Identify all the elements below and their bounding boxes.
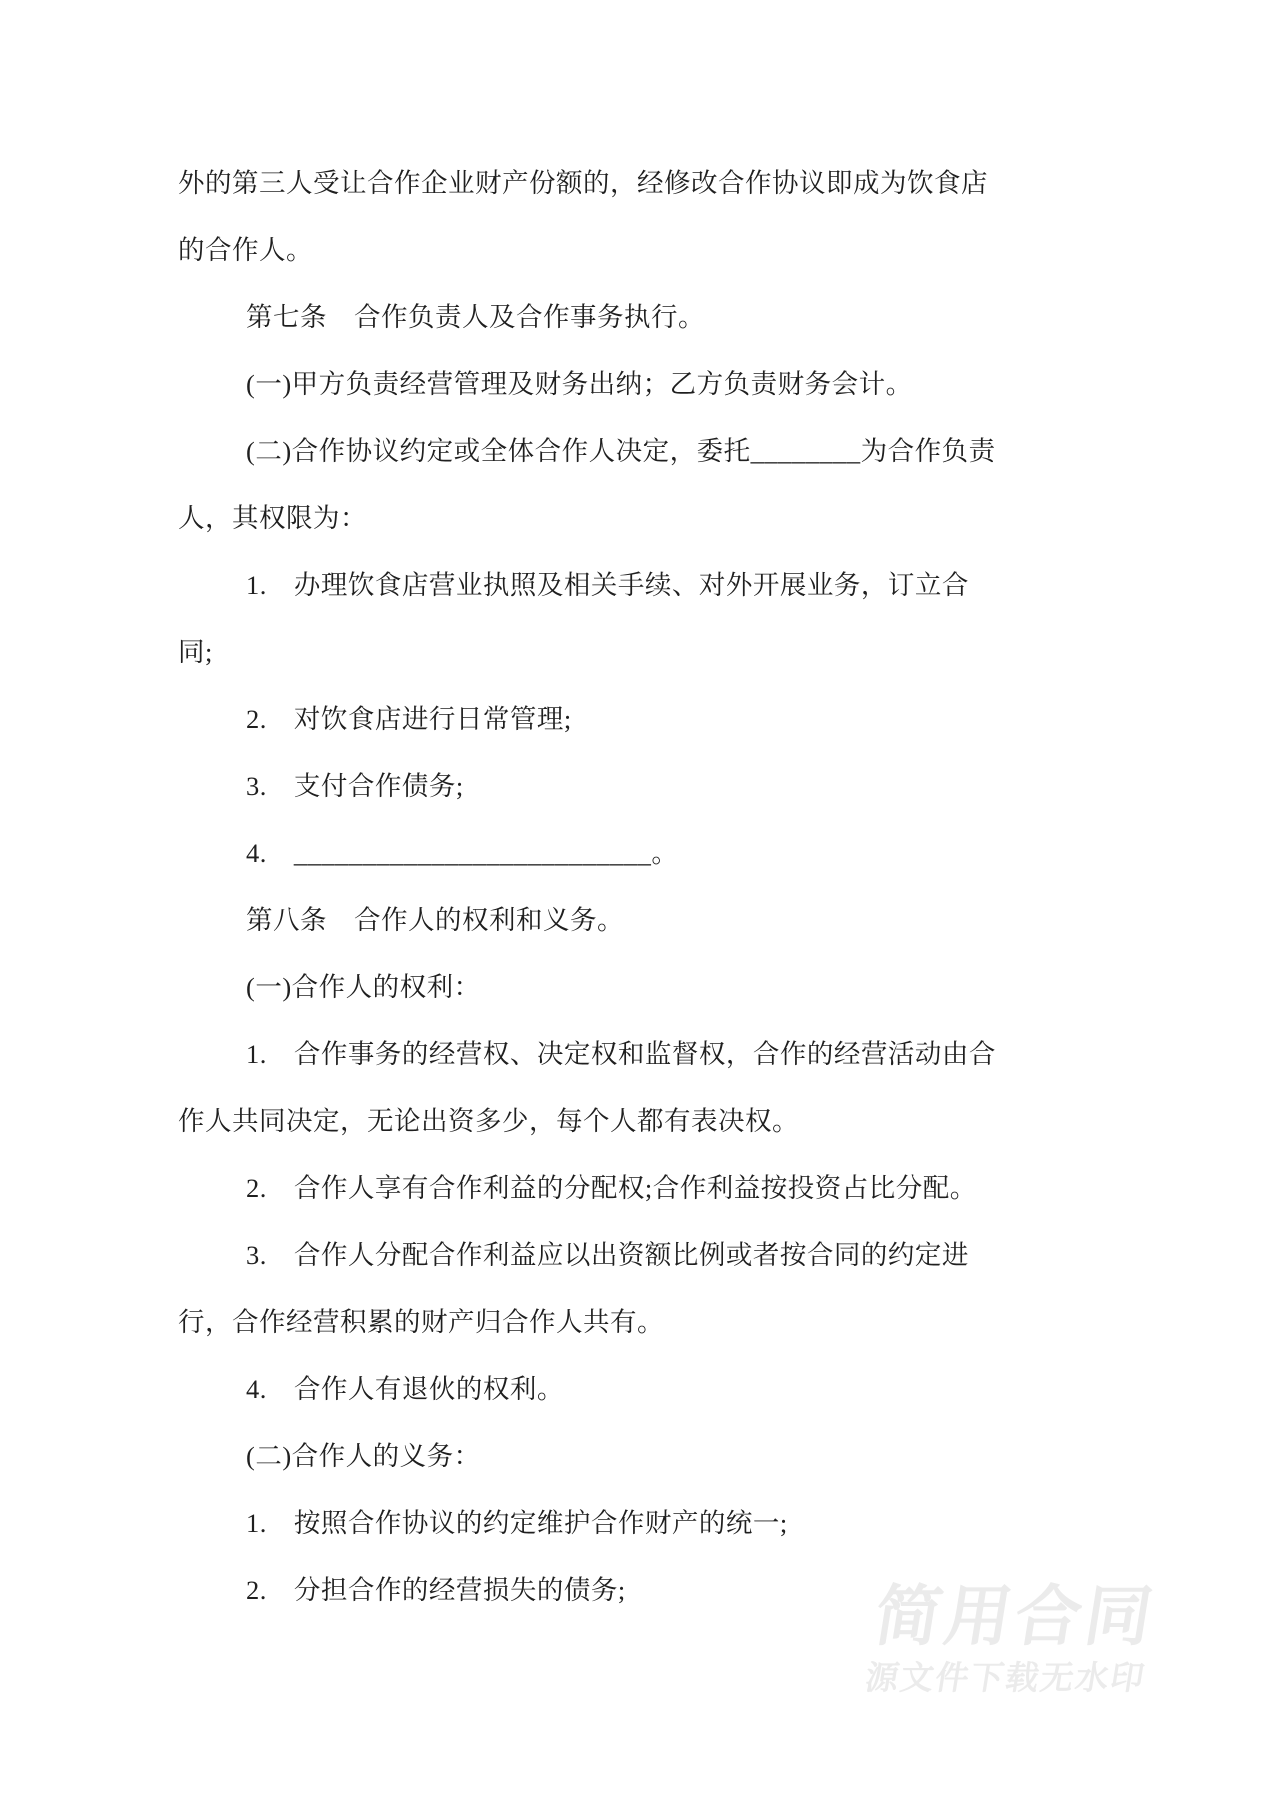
document-line: 人，其权限为：	[178, 503, 367, 533]
document-line: 1. 合作事务的经营权、决定权和监督权，合作的经营活动由合	[246, 1039, 996, 1069]
document-line: (一)甲方负责经营管理及财务出纳；乙方负责财务会计。	[246, 369, 913, 399]
document-body	[178, 150, 996, 1624]
document-line: 作人共同决定，无论出资多少，每个人都有表决权。	[178, 1106, 799, 1136]
document-line: 2. 分担合作的经营损失的债务;	[246, 1575, 626, 1605]
document-line: 3. 合作人分配合作利益应以出资额比例或者按合同的约定进	[246, 1240, 969, 1270]
document-line: (一)合作人的权利：	[246, 972, 481, 1002]
document-line: 第八条 合作人的权利和义务。	[246, 905, 624, 935]
document-line: (二)合作协议约定或全体合作人决定，委托________为合作负责	[246, 436, 996, 466]
document-line: 2. 合作人享有合作利益的分配权;合作利益按投资占比分配。	[246, 1173, 977, 1203]
document-line: 1. 办理饮食店营业执照及相关手续、对外开展业务，订立合	[246, 570, 969, 600]
document-line: 同;	[178, 637, 213, 667]
document-line: 4. 合作人有退伙的权利。	[246, 1374, 564, 1404]
document-line: 第七条 合作负责人及合作事务执行。	[246, 302, 705, 332]
document-line: (二)合作人的义务：	[246, 1441, 481, 1471]
document-line: 3. 支付合作债务;	[246, 771, 464, 801]
document-line: 2. 对饮食店进行日常管理;	[246, 704, 572, 734]
document-line: 4. __________________________。	[246, 838, 679, 868]
document-line: 外的第三人受让合作企业财产份额的，经修改合作协议即成为饮食店	[178, 168, 988, 198]
document-line: 1. 按照合作协议的约定维护合作财产的统一;	[246, 1508, 788, 1538]
document-line: 的合作人。	[178, 235, 313, 265]
watermark-subtitle: 源文件下载无水印	[862, 1659, 1149, 1696]
watermark-title: 简用合同	[869, 1579, 1162, 1653]
document-line: 行，合作经营积累的财产归合作人共有。	[178, 1307, 664, 1337]
